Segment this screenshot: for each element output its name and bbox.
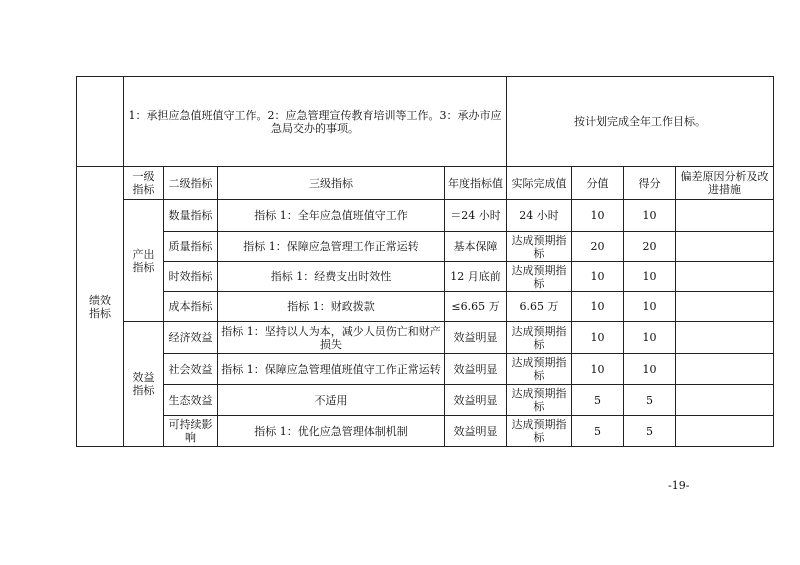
actual-cell: 24 小时 [507, 200, 572, 232]
target-cell: 12 月底前 [445, 262, 507, 292]
level2-cell: 时效指标 [164, 262, 218, 292]
target-cell: 效益明显 [445, 416, 507, 447]
header-target: 年度指标值 [445, 167, 507, 200]
header-level3: 三级指标 [218, 167, 445, 200]
header-note: 偏差原因分析及改进措施 [676, 167, 774, 200]
level3-cell: 指标 1：优化应急管理体制机制 [218, 416, 445, 447]
note-cell [676, 416, 774, 447]
level3-cell: 指标 1：全年应急值班值守工作 [218, 200, 445, 232]
target-cell: 效益明显 [445, 354, 507, 385]
score-cell: 10 [624, 354, 676, 385]
note-cell [676, 292, 774, 322]
level1-benefit: 效益指标 [124, 322, 164, 447]
score-cell: 10 [624, 322, 676, 354]
weight-cell: 10 [572, 292, 624, 322]
performance-table [76, 76, 774, 447]
weight-cell: 10 [572, 262, 624, 292]
score-cell: 10 [624, 262, 676, 292]
level3-cell: 指标 1：坚持以人为本，减少人员伤亡和财产损失 [218, 322, 445, 354]
header-weight: 分值 [572, 167, 624, 200]
note-cell [676, 322, 774, 354]
weight-cell: 5 [572, 416, 624, 447]
header-level2: 二级指标 [164, 167, 218, 200]
level2-cell: 数量指标 [164, 200, 218, 232]
page-number: -19- [668, 479, 690, 492]
level3-cell: 指标 1：保障应急管理工作正常运转 [218, 232, 445, 262]
actual-cell: 达成预期指标 [507, 322, 572, 354]
level2-cell: 可持续影响 [164, 416, 218, 447]
table-row [77, 292, 774, 322]
header-level1: 一级指标 [124, 167, 164, 200]
table-row [77, 385, 774, 416]
score-cell: 10 [624, 200, 676, 232]
level2-cell: 社会效益 [164, 354, 218, 385]
header-row [77, 167, 774, 200]
weight-cell: 5 [572, 385, 624, 416]
actual-cell: 达成预期指标 [507, 262, 572, 292]
level3-cell: 指标 1：经费支出时效性 [218, 262, 445, 292]
level3-cell: 不适用 [218, 385, 445, 416]
score-cell: 5 [624, 385, 676, 416]
target-cell: 基本保障 [445, 232, 507, 262]
actual-cell: 达成预期指标 [507, 385, 572, 416]
level3-cell: 指标 1：保障应急管理值班值守工作正常运转 [218, 354, 445, 385]
level2-cell: 经济效益 [164, 322, 218, 354]
score-cell: 20 [624, 232, 676, 262]
note-cell [676, 354, 774, 385]
table-row [77, 232, 774, 262]
note-cell [676, 200, 774, 232]
weight-cell: 10 [572, 200, 624, 232]
level2-cell: 成本指标 [164, 292, 218, 322]
note-cell [676, 262, 774, 292]
header-score: 得分 [624, 167, 676, 200]
score-cell: 10 [624, 292, 676, 322]
actual-cell: 6.65 万 [507, 292, 572, 322]
table-row [77, 416, 774, 447]
level1-output: 产出指标 [124, 200, 164, 322]
weight-cell: 20 [572, 232, 624, 262]
actual-cell: 达成预期指标 [507, 354, 572, 385]
level2-cell: 生态效益 [164, 385, 218, 416]
summary-row [77, 77, 774, 167]
section-label: 绩效指标 [89, 293, 111, 320]
target-cell: ≤6.65 万 [445, 292, 507, 322]
table-row [77, 200, 774, 232]
score-cell: 5 [624, 416, 676, 447]
note-cell [676, 232, 774, 262]
section-label-cell [77, 167, 124, 447]
weight-cell: 10 [572, 322, 624, 354]
table-row [77, 354, 774, 385]
annual-content-cell: 1：承担应急值班值守工作。2：应急管理宣传教育培训等工作。3：承办市应急局交办的事项。 [124, 77, 507, 167]
header-actual: 实际完成值 [507, 167, 572, 200]
table-row [77, 322, 774, 354]
target-cell: ＝24 小时 [445, 200, 507, 232]
note-cell [676, 385, 774, 416]
target-cell: 效益明显 [445, 385, 507, 416]
level2-cell: 质量指标 [164, 232, 218, 262]
weight-cell: 10 [572, 354, 624, 385]
table-row [77, 262, 774, 292]
target-cell: 效益明显 [445, 322, 507, 354]
annual-goal-cell: 按计划完成全年工作目标。 [507, 77, 774, 167]
actual-cell: 达成预期指标 [507, 232, 572, 262]
level3-cell: 指标 1：财政拨款 [218, 292, 445, 322]
actual-cell: 达成预期指标 [507, 416, 572, 447]
blank-cell [77, 77, 124, 167]
